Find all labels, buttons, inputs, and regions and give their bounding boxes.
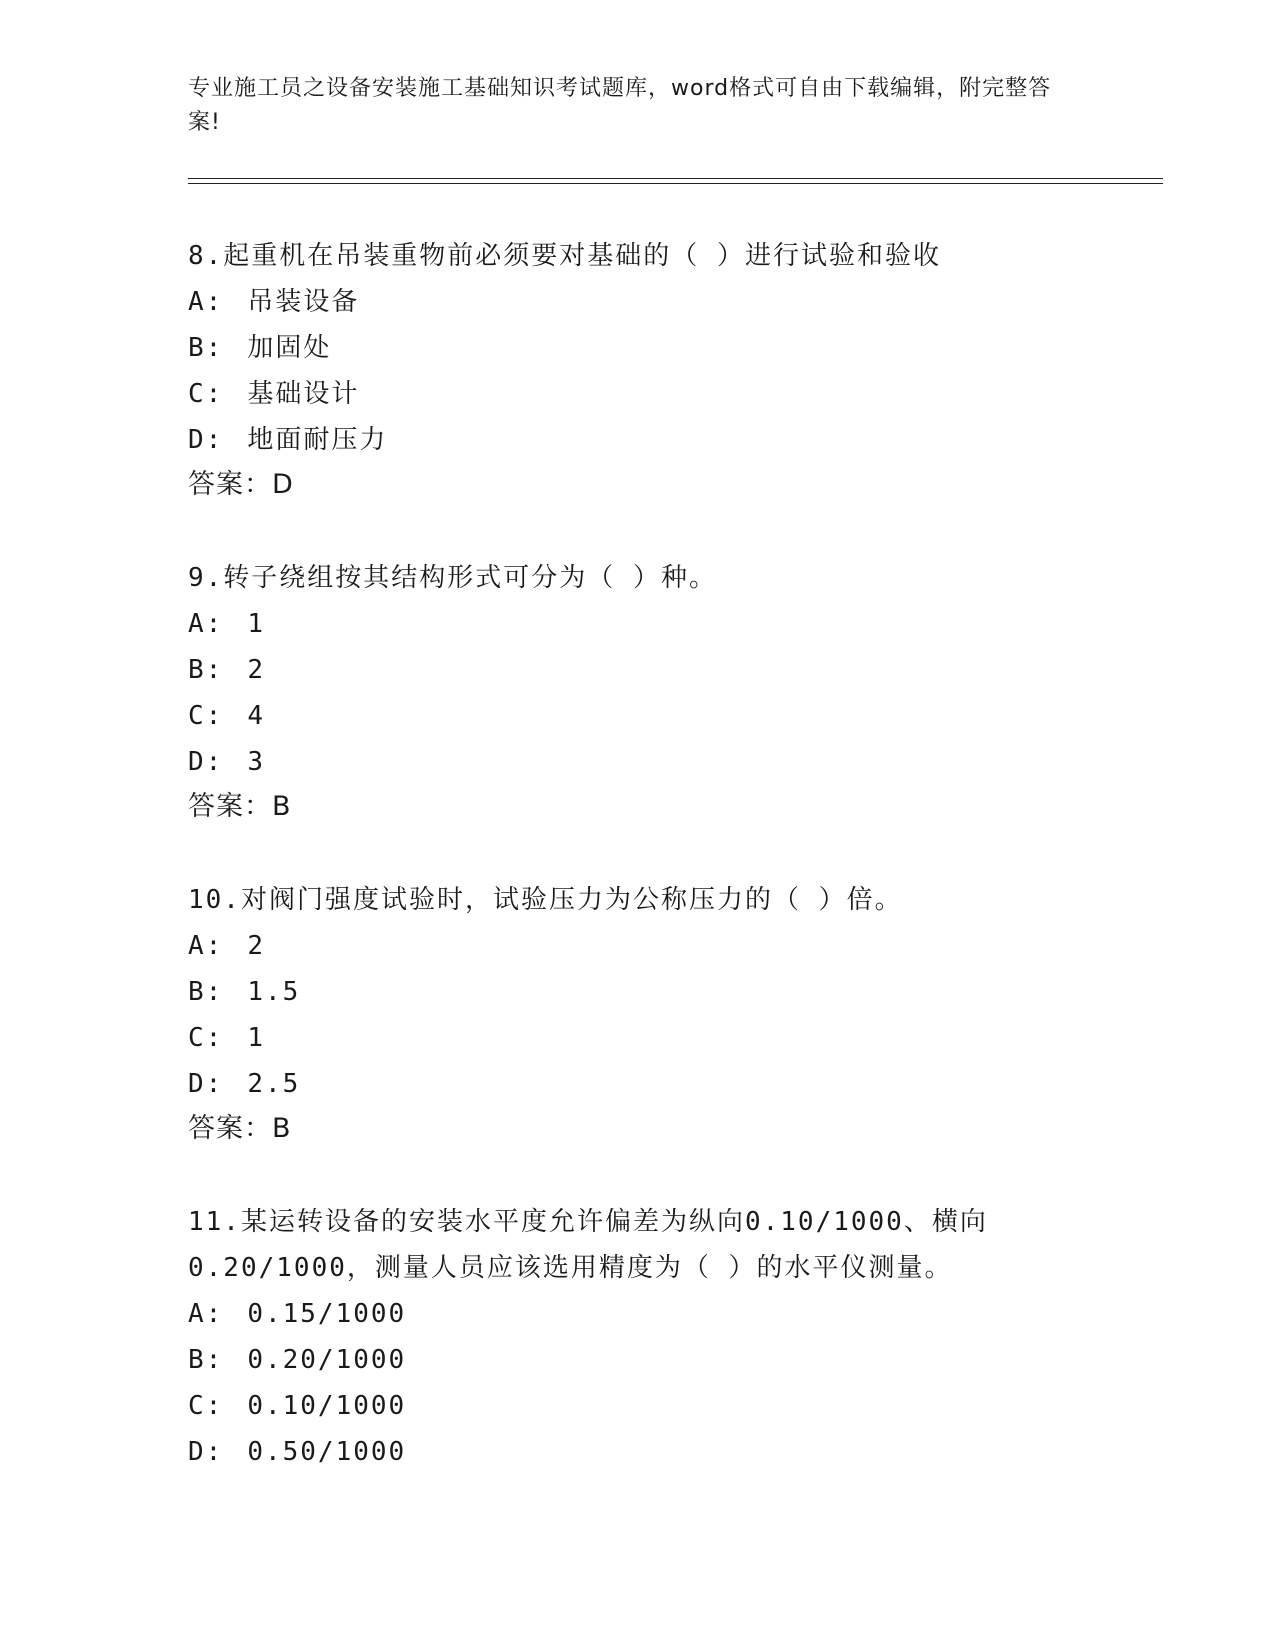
option-a (188, 601, 1148, 647)
option-text: 0.20/1000 (247, 1345, 407, 1375)
option-text: 基础设计 (247, 379, 360, 409)
option-d (188, 739, 1148, 785)
option-letter: A: (188, 609, 224, 639)
question-stem: 10.对阀门强度试验时，试验压力为公称压力的（ ）倍。 (188, 885, 903, 915)
option-text: 0.15/1000 (247, 1299, 407, 1329)
question-list (188, 233, 1148, 1523)
option-text: 1 (247, 609, 265, 639)
option-letter: A: (188, 1299, 224, 1329)
option-b (188, 969, 1148, 1015)
question-10 (188, 877, 1148, 1151)
option-letter: D: (188, 1069, 224, 1099)
question-stem: 9.转子绕组按其结构形式可分为（ ）种。 (188, 563, 717, 593)
option-a (188, 923, 1148, 969)
option-text: 3 (247, 747, 265, 777)
option-c (188, 1383, 1148, 1429)
option-text: 2 (247, 931, 265, 961)
option-c (188, 693, 1148, 739)
option-letter: C: (188, 379, 224, 409)
option-text: 1 (247, 1023, 265, 1053)
answer-line: 答案：D (188, 469, 294, 500)
option-b (188, 1337, 1148, 1383)
option-letter: B: (188, 333, 224, 363)
option-d (188, 417, 1148, 463)
option-letter: A: (188, 287, 224, 317)
option-b (188, 647, 1148, 693)
question-stem: 11.某运转设备的安装水平度允许偏差为纵向0.10/1000、横向0.20/1000，测量人员应该选用精度为（ ）的水平仪测量。 (188, 1207, 988, 1283)
option-b (188, 325, 1148, 371)
question-stem: 8.起重机在吊装重物前必须要对基础的（ ）进行试验和验收 (188, 241, 941, 271)
answer-line: 答案：B (188, 791, 292, 822)
option-text: 吊装设备 (247, 287, 360, 317)
option-letter: D: (188, 425, 224, 455)
option-text: 0.10/1000 (247, 1391, 407, 1421)
answer-line: 答案：B (188, 1113, 292, 1144)
option-text: 1.5 (247, 977, 301, 1007)
option-a (188, 279, 1148, 325)
option-text: 地面耐压力 (247, 425, 388, 455)
header-divider-bottom (188, 183, 1163, 184)
option-d (188, 1429, 1148, 1475)
option-letter: C: (188, 1023, 224, 1053)
question-9 (188, 555, 1148, 829)
question-11 (188, 1199, 1148, 1475)
option-letter: B: (188, 655, 224, 685)
header-divider-top (188, 178, 1163, 179)
option-c (188, 1015, 1148, 1061)
option-text: 0.50/1000 (247, 1437, 407, 1467)
document-title: 专业施工员之设备安装施工基础知识考试题库，word格式可自由下载编辑，附完整答案! (188, 76, 1052, 135)
option-letter: C: (188, 701, 224, 731)
option-d (188, 1061, 1148, 1107)
option-letter: D: (188, 747, 224, 777)
question-8 (188, 233, 1148, 507)
option-letter: B: (188, 977, 224, 1007)
option-text: 2 (247, 655, 265, 685)
option-text: 加固处 (247, 333, 332, 363)
option-letter: C: (188, 1391, 224, 1421)
option-a (188, 1291, 1148, 1337)
option-text: 2.5 (247, 1069, 301, 1099)
option-c (188, 371, 1148, 417)
document-header (188, 72, 1068, 140)
option-letter: A: (188, 931, 224, 961)
option-text: 4 (247, 701, 265, 731)
option-letter: D: (188, 1437, 224, 1467)
option-letter: B: (188, 1345, 224, 1375)
